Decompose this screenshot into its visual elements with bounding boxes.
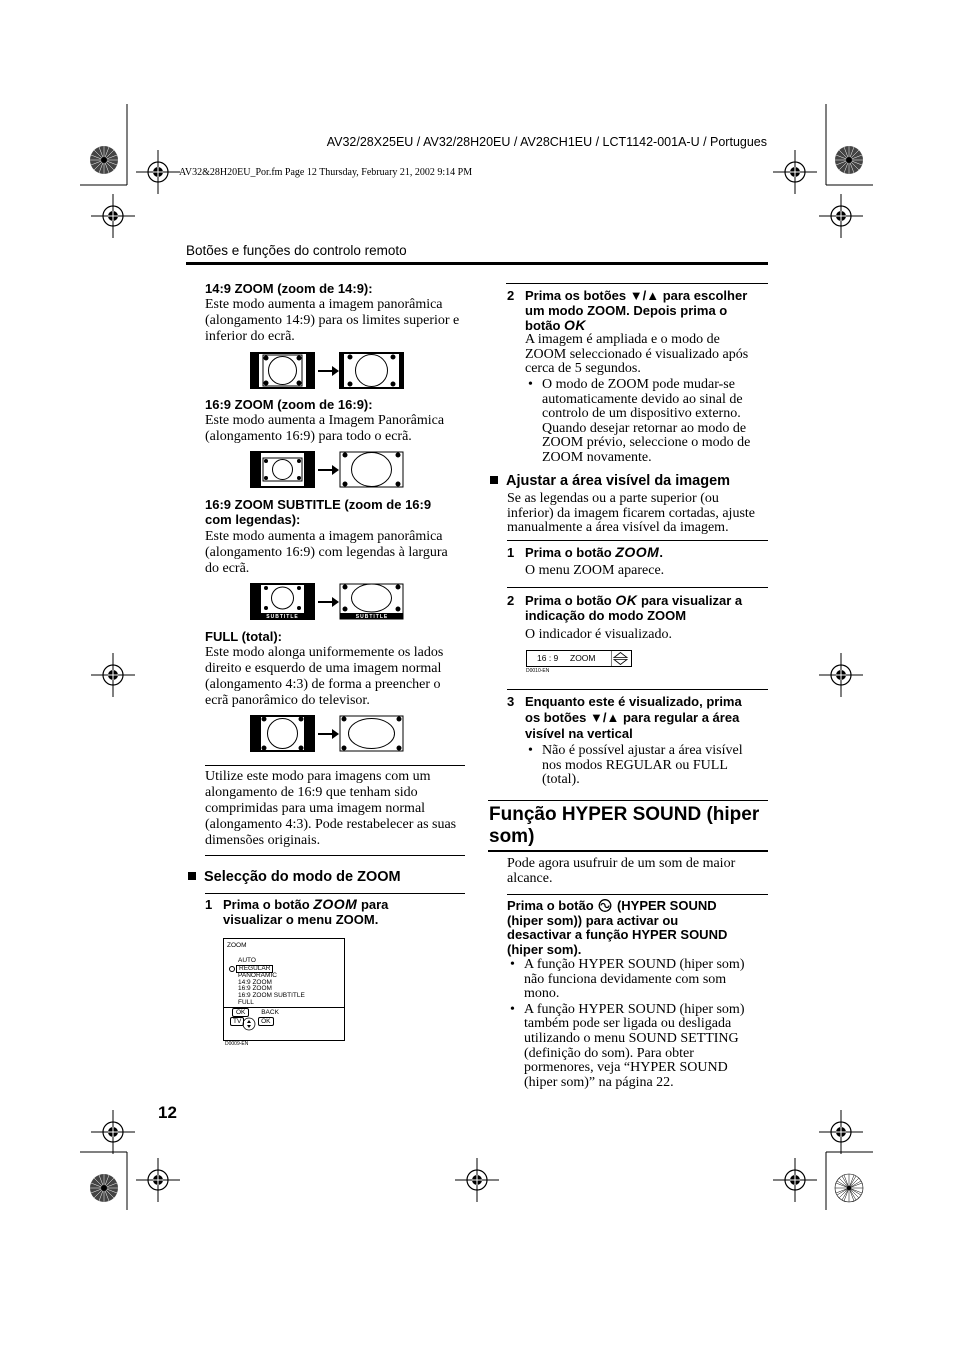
subtitle-label-right: SUBTITLE <box>355 614 389 620</box>
zoom-button-logo-2: ZOOM <box>615 544 660 560</box>
mode-16-9-text: Este modo aumenta a Imagem Panorâmica (alongamento 16:9) para todo o ecrã. <box>205 413 445 444</box>
ok-button-logo-2: OK <box>615 592 638 608</box>
adjust-area-text: Se as legendas ou a parte superior (ou inferior) da imagem ficarem cortadas, ajuste manualmente a área visível da imagem. <box>507 491 755 536</box>
zoom-full-diagram <box>250 715 405 753</box>
zoom-subtitle-diagram <box>250 583 405 621</box>
mode-14-9-text: Este modo aumenta a imagem panorâmica (alongamento 14:9) para os limites superior e inferior do ecrã. <box>205 297 460 344</box>
mode-full-title: FULL (total): <box>205 629 283 644</box>
step-2-bullet: • O modo de ZOOM pode mudar-se automaticamente devido ao sinal de controlo de um dispositivo externo. Quando desejar retornar ao modo de ZOOM prévio, seleccione o modo de ZOOM novamente. <box>525 378 770 466</box>
adjust-area-heading: Ajustar a área visível da imagem <box>490 473 730 489</box>
mode-14-9-title: 14:9 ZOOM (zoom de 14:9): <box>205 281 373 296</box>
step-2-text: A imagem é ampliada e o modo de ZOOM seleccionado é visualizado após cerca de 5 segundos. <box>525 332 749 377</box>
dpad-icon <box>241 1016 257 1032</box>
adjust-rule-1 <box>507 540 768 541</box>
step-2-choose-zoom: 2 Prima os botões ▼/▲ para escolher um modo ZOOM. Depois prima o botão OK <box>507 288 748 333</box>
mode-full-text: Este modo alonga uniformemente os lados direito e esquerdo de uma imagem normal (alongamento 4:3) de forma a preencher o ecrã panorâmico do televisor. <box>205 645 444 708</box>
up-down-arrows-icon <box>611 651 630 666</box>
zoom-menu-illustration <box>223 938 345 1041</box>
file-info-line: AV32&28H20EU_Por.fm Page 12 Thursday, February 21, 2002 9:14 PM <box>179 167 473 178</box>
key-ok2-icon: OK <box>258 1017 273 1026</box>
adjust-step-3: 3 Enquanto este é visualizado, prima os botões ▼/▲ para regular a área visível na vertical <box>507 694 742 741</box>
header-rule <box>186 262 768 265</box>
indicator-label: ZOOM <box>570 653 596 663</box>
subtitle-label-left: SUBTITLE <box>266 614 299 620</box>
heading-bullet-icon <box>188 872 196 880</box>
mode-16-9-title: 16:9 ZOOM (zoom de 16:9): <box>205 397 373 412</box>
adjust-step-1: 1 Prima o botão ZOOM. <box>507 544 663 560</box>
zoom-menu-cursor-icon <box>229 966 235 972</box>
key-tv-icon: TV <box>230 1017 244 1026</box>
zoom-menu-list: AUTO REGULAR PANORAMIC 14:9 ZOOM 16:9 ZOOM 16:9 ZOOM SUBTITLE FULL <box>238 957 305 1006</box>
zoom-selection-heading: Selecção do modo de ZOOM <box>188 869 401 885</box>
hyper-sound-intro: Pode agora usufruir de um som de maior alcance. <box>507 856 736 886</box>
hyper-sound-bullets: • A função HYPER SOUND (hiper som) não funciona devidamente com som mono. • A função HYPER SOUND (hiper som) também pode ser ligada ou desligada utilizando o menu SOUND SETTING (definição do som). Para obter pormenores, veja “HYPER SOUND (hiper som)” na página 22. <box>507 958 769 1090</box>
zoom-14-9-diagram <box>250 352 405 390</box>
hyper-sound-heading: Função HYPER SOUND (hiper som) <box>489 804 760 847</box>
mode-subtitle-text: Este modo aumenta a imagem panorâmica (alongamento 16:9) com legendas à largura do ecrã. <box>205 529 448 576</box>
key-ok-icon: OK <box>232 1008 249 1017</box>
step-1-zoom-menu: 1 Prima o botão ZOOM para visualizar o menu ZOOM. <box>205 896 389 927</box>
zoom-indicator-illustration <box>526 650 632 667</box>
adjust-step-1-text: O menu ZOOM aparece. <box>525 563 665 578</box>
indicator-code: D0010-EN <box>526 668 550 674</box>
mode-subtitle-title: 16:9 ZOOM SUBTITLE (zoom de 16:9 com legendas): <box>205 497 432 527</box>
adjust-step-2-text: O indicador é visualizado. <box>525 627 672 642</box>
zoom-16-9-diagram <box>250 451 405 489</box>
note-rule-top <box>205 765 465 766</box>
hyper-sound-button-icon <box>597 899 613 912</box>
heading-bullet-icon <box>490 476 498 484</box>
adjust-rule-3 <box>507 689 768 690</box>
hyper-sound-rule-top <box>488 800 768 801</box>
hyper-sound-rule-heading <box>488 850 768 852</box>
indicator-ratio: 16 : 9 <box>537 653 559 663</box>
usage-note: Utilize este modo para imagens com um alongamento de 16:9 que tenham sido comprimidas para uma imagem normal (alongamento 4:3). Pode restabelecer as suas dimensões originais. <box>205 769 457 848</box>
page-number: 12 <box>158 1103 177 1122</box>
zoom-button-logo: ZOOM <box>313 896 358 912</box>
ok-button-logo: OK <box>564 317 587 333</box>
zoom-menu-title: ZOOM <box>227 942 247 949</box>
adjust-step-3-bullet: • Não é possível ajustar a área visível nos modos REGULAR ou FULL (total). <box>525 744 770 788</box>
adjust-step-2: 2 Prima o botão OK para visualizar a indicação do modo ZOOM <box>507 592 743 623</box>
model-numbers: AV32/28X25EU / AV32/28H20EU / AV28CH1EU / LCT1142-001A-U / Portugues <box>326 135 767 149</box>
adjust-rule-2 <box>507 587 768 588</box>
hyper-sound-step: Prima o botão (HYPER SOUND (hiper som)) para activar ou desactivar a função HYPER SOUND (hiper som). <box>507 898 728 957</box>
zoom-menu-code: D0009-EN <box>225 1041 249 1047</box>
zoom-selection-rule <box>205 893 465 894</box>
back-label: BACK <box>261 1009 279 1016</box>
note-rule-bottom <box>205 855 465 856</box>
right-top-rule <box>506 283 768 284</box>
page-section-title: Botões e funções do controlo remoto <box>186 243 407 258</box>
hyper-sound-rule-2 <box>507 894 768 895</box>
